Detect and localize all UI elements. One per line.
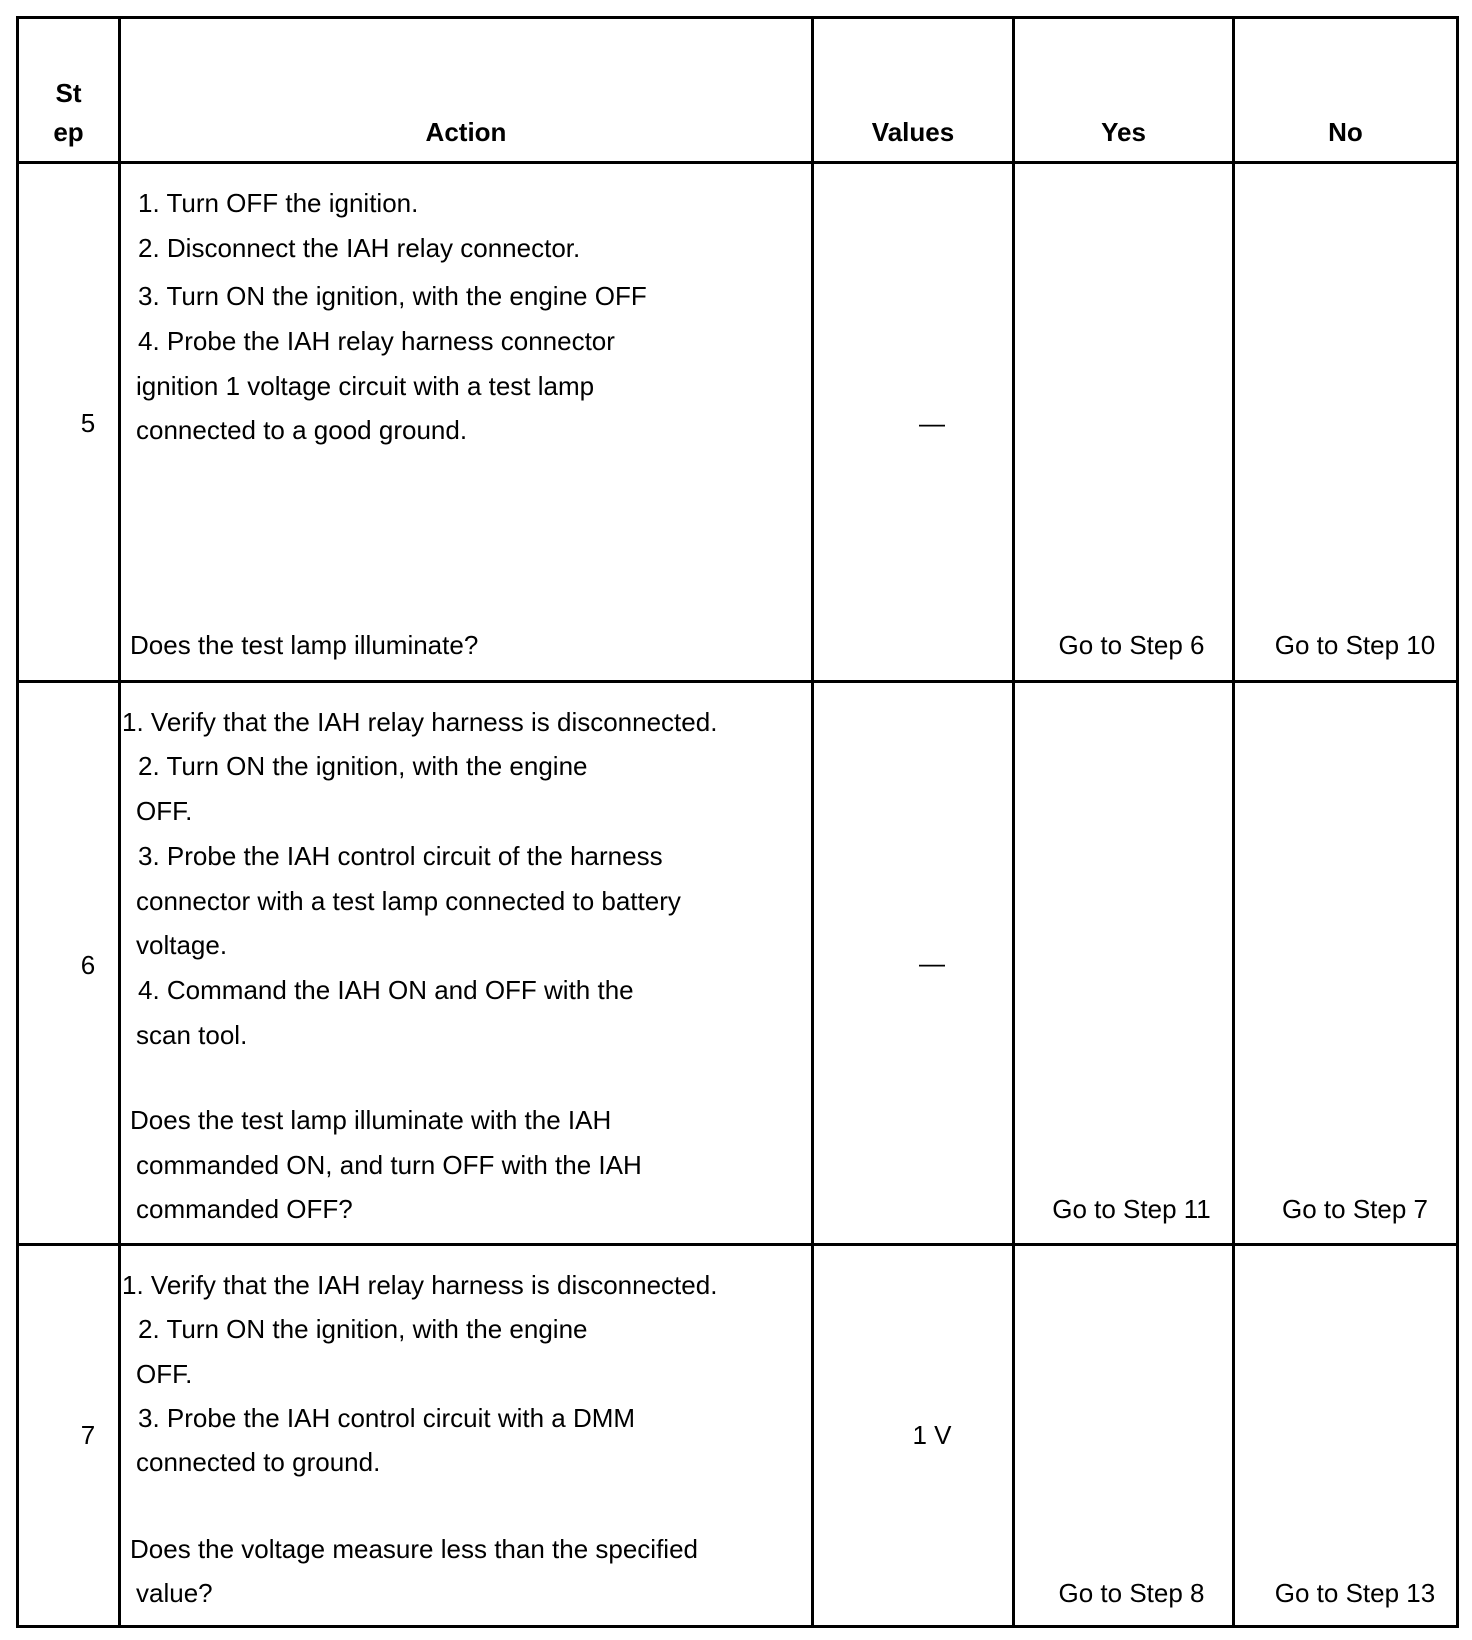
value-cell: — — [919, 948, 945, 978]
action-line: voltage. — [136, 930, 228, 960]
action-line: 2. Turn ON the ignition, with the engine — [138, 1314, 588, 1344]
row-divider — [16, 680, 1459, 683]
column-divider — [811, 16, 814, 1628]
value-cell: — — [919, 408, 945, 438]
column-divider — [1012, 16, 1015, 1628]
no-cell: Go to Step 7 — [1282, 1194, 1428, 1224]
yes-cell: Go to Step 11 — [1052, 1194, 1211, 1224]
action-line: 1. Verify that the IAH relay harness is disconnected. — [122, 707, 718, 737]
column-divider — [1232, 16, 1235, 1628]
question-line: commanded OFF? — [136, 1194, 353, 1224]
action-line: 3. Probe the IAH control circuit with a DMM — [138, 1403, 636, 1433]
value-cell: 1 V — [912, 1420, 952, 1450]
no-cell: Go to Step 10 — [1274, 630, 1436, 660]
header-divider — [16, 161, 1459, 164]
question-line: Does the test lamp illuminate with the IAH — [130, 1105, 612, 1135]
header-values: Values — [871, 117, 955, 147]
header-step-line2: ep — [53, 117, 84, 147]
table-border-bottom — [16, 1625, 1459, 1628]
action-line: OFF. — [136, 796, 193, 826]
action-line: 3. Probe the IAH control circuit of the harness — [138, 841, 663, 871]
header-step-line1: St — [55, 78, 82, 108]
action-line: 4. Probe the IAH relay harness connector — [138, 326, 615, 356]
step-number: 5 — [80, 408, 96, 438]
action-line: OFF. — [136, 1359, 193, 1389]
table-border-left — [16, 16, 19, 1628]
step-number: 6 — [80, 950, 96, 980]
yes-cell: Go to Step 6 — [1058, 630, 1205, 660]
action-line: ignition 1 voltage circuit with a test lamp — [136, 371, 595, 401]
header-yes: Yes — [1101, 117, 1146, 147]
question-line: commanded ON, and turn OFF with the IAH — [136, 1150, 642, 1180]
action-line: connector with a test lamp connected to battery — [136, 886, 681, 916]
header-no: No — [1328, 117, 1363, 147]
action-line: scan tool. — [136, 1020, 248, 1050]
question-line: Does the test lamp illuminate? — [130, 630, 479, 660]
row-divider — [16, 1243, 1459, 1246]
question-line: Does the voltage measure less than the specified — [130, 1534, 699, 1564]
question-line: value? — [136, 1578, 213, 1608]
action-line: 2. Turn ON the ignition, with the engine — [138, 751, 588, 781]
action-line: connected to ground. — [136, 1447, 381, 1477]
header-action: Action — [425, 117, 507, 147]
yes-cell: Go to Step 8 — [1058, 1578, 1205, 1608]
column-divider — [118, 16, 121, 1628]
action-line: 4. Command the IAH ON and OFF with the — [138, 975, 634, 1005]
table-border-top — [16, 16, 1459, 19]
action-line: 2. Disconnect the IAH relay connector. — [138, 233, 581, 263]
no-cell: Go to Step 13 — [1274, 1578, 1436, 1608]
action-line: connected to a good ground. — [136, 415, 468, 445]
action-line: 3. Turn ON the ignition, with the engine OFF — [138, 281, 647, 311]
step-number: 7 — [80, 1420, 96, 1450]
action-line: 1. Turn OFF the ignition. — [138, 188, 419, 218]
action-line: 1. Verify that the IAH relay harness is disconnected. — [122, 1270, 718, 1300]
table-border-right — [1456, 16, 1459, 1628]
